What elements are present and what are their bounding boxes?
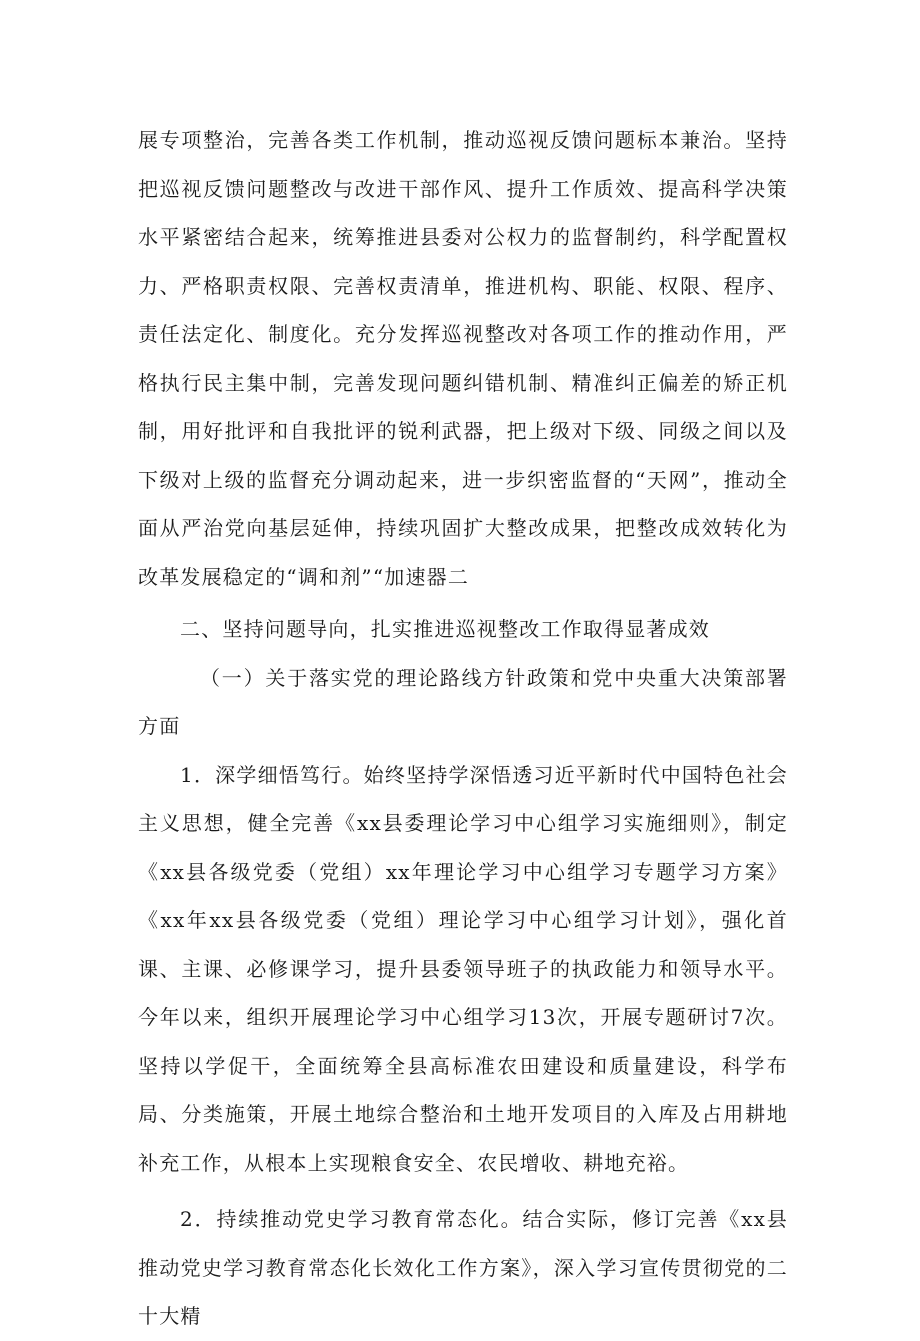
body-paragraph-continuation: 展专项整治，完善各类工作机制，推动巡视反馈问题标本兼治。坚持把巡视反馈问题整改与改进干部作风、提升工作质效、提高科学决策水平紧密结合起来，统筹推进县委对公权力的监督制约，科学配置权力、严格职责权限、完善权责清单，推进机构、职能、权限、程序、责任法定化、制度化。充分发挥巡视整改对各项工作的推动作用，严格执行民主集中制，完善发现问题纠错机制、精准纠正偏差的矫正机制，用好批评和自我批评的锐利武器，把上级对下级、同级之间以及下级对上级的监督充分调动起来，进一步织密监督的“天网”，推动全面从严治党向基层延伸，持续巩固扩大整改成果，把整改成效转化为改革发展稳定的“调和剂”“加速器二 [138,128,788,589]
body-paragraph-item-2: 2．持续推动党史学习教育常态化。结合实际，修订完善《xx县推动党史学习教育常态化长效化工作方案》，深入学习宣传贯彻党的二十大精 [138,1207,788,1328]
section-heading-2: 二、坚持问题导向，扎实推进巡视整改工作取得显著成效 [180,617,710,641]
document-body [138,116,788,1341]
subsection-heading-1: （一）关于落实党的理论路线方针政策和党中央重大决策部署方面 [138,665,788,738]
body-paragraph-item-1: 1．深学细悟笃行。始终坚持学深悟透习近平新时代中国特色社会主义思想，健全完善《xx县委理论学习中心组学习实施细则》，制定《xx县各级党委（党组）xx年理论学习中心组学习专题学习方案》《xx年xx县各级党委（党组）理论学习中心组学习计划》，强化首课、主课、必修课学习，提升县委领导班子的执政能力和领导水平。今年以来，组织开展理论学习中心组学习13次，开展专题研讨7次。坚持以学促干，全面统筹全县高标准农田建设和质量建设，科学布局、分类施策，开展土地综合整治和土地开发项目的入库及占用耕地补充工作，从根本上实现粮食安全、农民增收、耕地充裕。 [138,762,788,1175]
